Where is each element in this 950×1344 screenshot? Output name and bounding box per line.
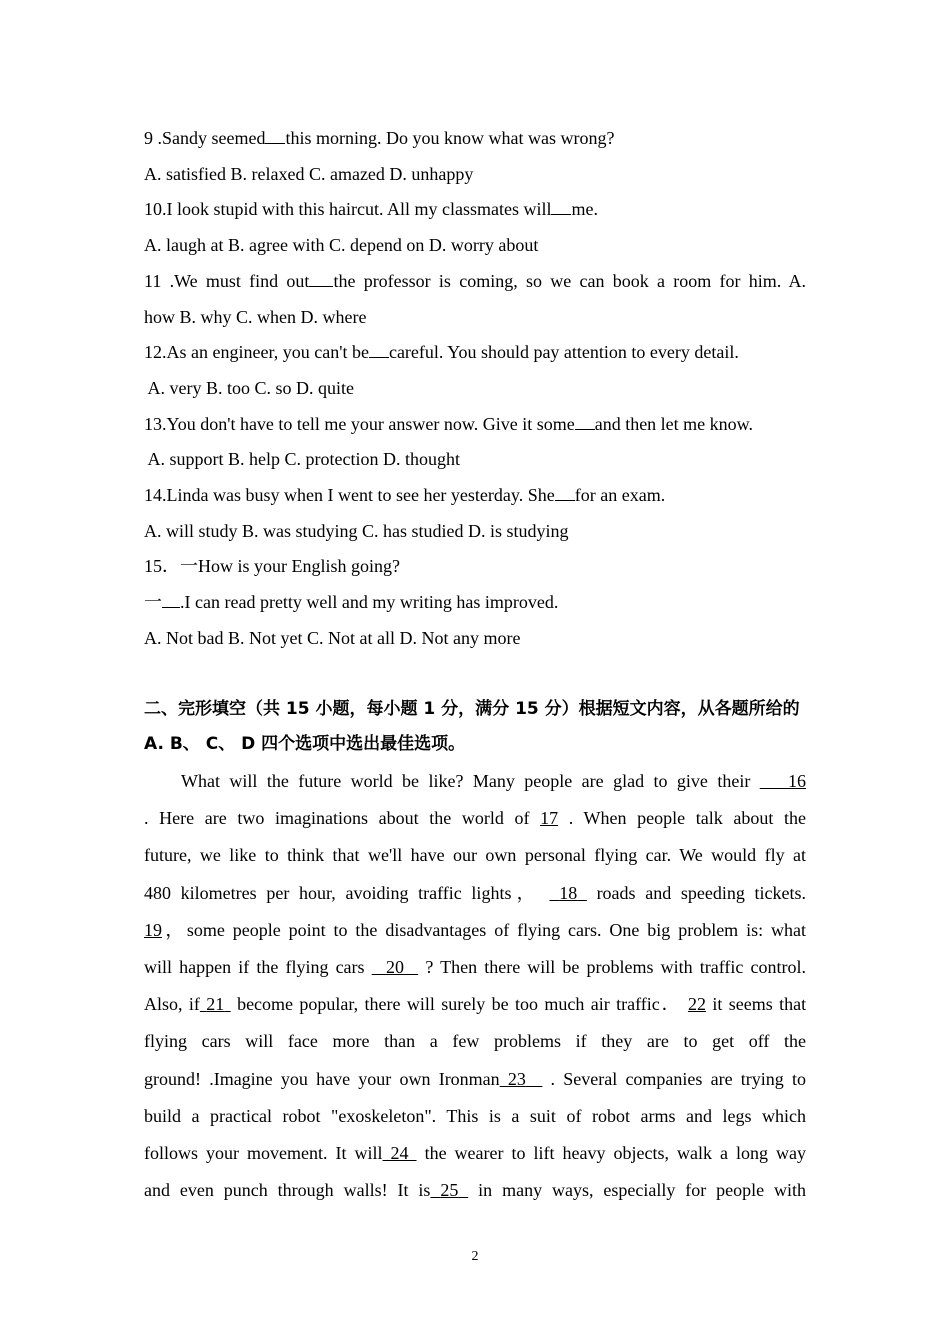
q10-text-a: 10.I look stupid with this haircut. All my classmates will	[144, 199, 552, 220]
q9-text-b: this morning. Do you know what was wrong?	[285, 128, 615, 148]
question-11-stem	[144, 264, 806, 300]
q10-text-b: me.	[571, 199, 598, 220]
question-15-answer-line	[144, 585, 806, 621]
passage-text: 480 kilometres per hour, avoiding traffic lights，	[144, 882, 540, 903]
passage-text: ，some people point to the disadvantages of flying cars. One big problem is: what	[162, 919, 806, 940]
section-2-heading-line-1: 二、完形填空（共 15 小题，每小题 1 分，满分 15 分）根据短文内容，从各题所给的	[144, 698, 800, 719]
passage-line-9	[144, 1061, 806, 1098]
blank-20	[372, 957, 419, 977]
passage-line-7	[144, 986, 806, 1023]
blank-21-number: 21	[206, 994, 225, 1015]
question-9-stem	[144, 121, 806, 157]
passage-line-6	[144, 949, 806, 986]
question-10-stem	[144, 192, 806, 228]
passage-line-8: flying cars will face more than a few problems if they are to get off the	[144, 1031, 806, 1052]
blank-23	[500, 1069, 543, 1089]
passage-text: and even punch through walls! It is	[144, 1180, 431, 1201]
document-page	[144, 121, 806, 1209]
passage-line-12	[144, 1172, 806, 1209]
q15-blank	[162, 591, 180, 608]
q9-blank	[265, 127, 285, 144]
question-12-options: A. very B. too C. so D. quite	[144, 377, 354, 398]
passage-line-4	[144, 875, 806, 912]
question-13-options: A. support B. help C. protection D. thought	[144, 449, 460, 470]
q14-blank	[555, 484, 575, 501]
passage-text: . Several companies are trying to	[550, 1068, 807, 1089]
question-14-stem	[144, 478, 806, 514]
q12-text-a: 12.As an engineer, you can't be	[144, 342, 369, 363]
question-12-stem	[144, 335, 806, 371]
passage-text: ground! .Imagine you have your own Ironman	[144, 1068, 500, 1089]
passage-line-1	[144, 763, 806, 800]
q14-text-a: 14.Linda was busy when I went to see her yesterday. She	[144, 485, 555, 506]
question-15-options: A. Not bad B. Not yet C. Not at all D. Not any more	[144, 627, 521, 648]
passage-text: the wearer to lift heavy objects, walk a long way	[424, 1142, 807, 1163]
q11-blank	[309, 270, 333, 287]
q12-blank	[369, 341, 389, 358]
passage-text: . Here are two imaginations about the world of	[144, 808, 530, 829]
q11-text-b: the professor is coming, so we can book a room for him. A.	[333, 270, 807, 291]
passage-text: will happen if the flying cars	[144, 956, 365, 977]
passage-line-2	[144, 800, 806, 837]
blank-16-number: 16	[788, 770, 806, 791]
q15-dash: 一	[144, 592, 162, 613]
blank-16	[760, 771, 806, 791]
blank-24	[383, 1143, 417, 1163]
passage-line-10: build a practical robot "exoskeleton". This is a suit of robot arms and legs which	[144, 1105, 806, 1126]
blank-23-number: 23	[507, 1068, 526, 1089]
cloze-passage	[144, 763, 806, 1209]
blank-18-number: 18	[559, 882, 578, 903]
passage-text: roads and speeding tickets.	[596, 882, 807, 903]
question-10-options: A. laugh at B. agree with C. depend on D. worry about	[144, 235, 539, 256]
question-9-options: A. satisfied B. relaxed C. amazed D. unhappy	[144, 163, 474, 184]
passage-text: What will the future world be like? Many people are glad to give their	[181, 770, 751, 791]
passage-line-3: future, we like to think that we'll have our own personal flying car. We would fly at	[144, 845, 806, 866]
blank-17: 17	[540, 808, 559, 829]
passage-text: in many ways, especially for people with	[478, 1180, 807, 1201]
passage-line-5	[144, 912, 806, 949]
q14-text-b: for an exam.	[574, 485, 666, 506]
passage-text: Also, if	[144, 994, 200, 1015]
q15-text-b: .I can read pretty well and my writing has improved.	[180, 592, 559, 613]
blank-25	[430, 1180, 468, 1200]
passage-text: follows your movement. It will	[144, 1142, 383, 1163]
passage-text: become popular, there will surely be too much air traffic．	[237, 994, 682, 1015]
blank-25-number: 25	[440, 1180, 459, 1201]
passage-line-11	[144, 1135, 806, 1172]
page-number: 2	[471, 1249, 479, 1264]
blank-20-number: 20	[385, 956, 404, 977]
question-13-stem	[144, 407, 806, 443]
q13-text-b: and then let me know.	[594, 413, 753, 434]
blank-22: 22	[687, 994, 706, 1015]
passage-text: it seems that	[712, 994, 807, 1015]
q10-blank	[551, 198, 571, 215]
section-2-heading-line-2: A. B、 C、 D 四个选项中选出最佳选项。	[144, 734, 466, 755]
q12-text-b: careful. You should pay attention to every detail.	[388, 342, 739, 363]
passage-text: ? Then there will be problems with traffic control.	[425, 956, 807, 977]
blank-18	[550, 883, 587, 903]
q13-text-a: 13.You don't have to tell me your answer now. Give it some	[144, 413, 575, 434]
passage-text: . When people talk about the	[568, 808, 807, 829]
blank-19: 19	[144, 919, 162, 940]
q11-text-a: 11 .We must find out	[144, 270, 310, 291]
q9-text-a: 9 .Sandy seemed	[144, 128, 266, 148]
question-15-stem: 15．一How is your English going?	[144, 556, 400, 577]
q13-blank	[575, 413, 595, 430]
question-11-options: how B. why C. when D. where	[144, 306, 367, 327]
blank-21	[200, 994, 231, 1014]
blank-24-number: 24	[390, 1142, 409, 1163]
question-14-options: A. will study B. was studying C. has studied D. is studying	[144, 520, 569, 541]
